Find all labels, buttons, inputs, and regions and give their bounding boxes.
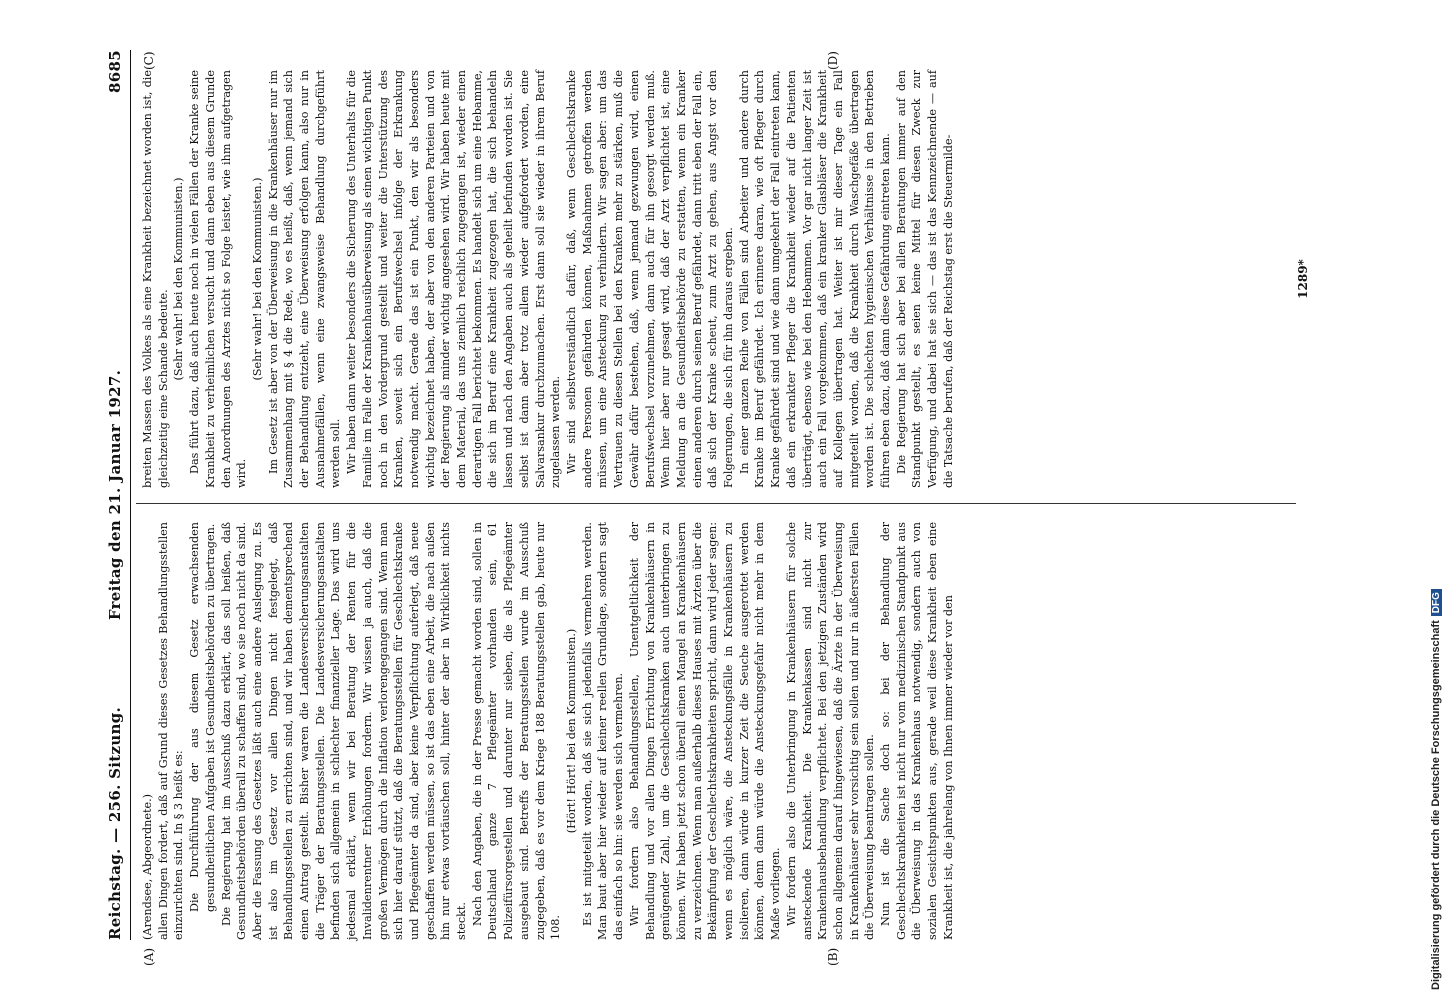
paragraph: Nach den Angaben, die in der Presse gemacht worden sind, sollen in Deutschland ganze 7 Pflegeämter vorhanden sein, 61 Polizeifürsorgestellen und darunter nur sieben, die als Pflegeämter ausgebaut sind. Betreffs der Beratungsstellen wurde im Ausschuß zugegeben, daß es vor dem Kriege 188 Beratungsstellen gab, heute nur 108. xyxy=(470,522,563,940)
digitization-credit xyxy=(1430,10,1448,990)
paragraph: Die Durchführung der aus diesem Gesetz erwachsenden gesundheitlichen Aufgaben ist Gesundheitsbehörden zu übertragen. xyxy=(188,522,217,912)
header-date: Freitag den 21. Januar 1927. xyxy=(106,369,124,621)
interjection: (Hört! Hört! bei den Kommunisten.) xyxy=(564,628,578,834)
text-column-left xyxy=(140,522,1290,940)
interjection: (Sehr wahr! bei den Kommunisten.) xyxy=(172,177,186,381)
digitization-sidebar xyxy=(1414,10,1442,990)
paragraph: Es ist mitgeteilt worden, daß sie sich jedenfalls vermehren werden. Man baut aber hier wieder auf keiner reellen Grundlage, sondern sagt das einfach so hin: sie werden sich vermehren. xyxy=(580,522,626,940)
paragraph: breiten Massen des Volkes als eine Krankheit bezeichnet worden ist, die gleichzeitig eine Schande bedeute. xyxy=(141,70,170,488)
paragraph: Nun ist die Sache doch so: bei der Behandlung der Geschlechtskrankheiten ist nicht nur vom medizinischen Standpunkt aus die Überweisung in das Krankenhaus notwendig, sondern auch von sozialen Gesichtspunkten aus, gerade weil diese Krankheit eben eine Krankheit ist, die jahrelang von Ihnen immer wieder vor den xyxy=(879,522,955,940)
margin-marker-a: (A) xyxy=(142,947,156,966)
document-page xyxy=(106,50,1396,966)
digitization-credit-text: Digitalisierung gefördert durch die Deutsche Forschungsgemeinschaft xyxy=(1430,620,1442,990)
column-divider xyxy=(136,503,1296,504)
page-footer-signature: 1289* xyxy=(1296,259,1310,299)
paragraph: Die Regierung hat sich aber bei allen Beratungen immer auf den Standpunkt gestellt, es seien keine Mittel für diesen Zweck zur Verfügung, und dabei hat sie sich — das ist das Kennzeichnende — auf die Tatsache berufen, daß der Reichstag erst die Steuermilde- xyxy=(894,70,955,488)
paragraph: (Arendsee, Abgeordnete.) xyxy=(141,793,154,940)
dfg-logo: DFG xyxy=(1431,589,1442,616)
margin-marker-c: (C) xyxy=(142,51,156,70)
paragraph: Wir fordern also Behandlungsstellen, Unentgeltlichkeit der Behandlung und vor allen Dingen Errichtung von Krankenhäusern in genügender Zahl, um die Geschlechtskranken auch unterbringen zu können. Wir haben jetzt schon überall einen Mangel an Krankenhäusern zu verzeichnen. Wenn man außerhalb dieses Hauses mit Ärzten über die Bekämpfung der Geschlechtskrankheiten spricht, dann wird jeder sagen: wenn es möglich wäre, die Ansteckungsfälle in Krankenhäusern zu isolieren, dann würde in kurzer Zeit die Seuche ausgerottet werden können, denn dann würde die Ansteckungsgefahr nicht mehr in dem Maße vorliegen. xyxy=(627,522,783,940)
header-page-number: 8685 xyxy=(106,50,124,93)
paragraph: Wir sind selbstverständlich dafür, daß, wenn Geschlechtskranke andere Personen gefährden können, Maßnahmen getroffen werden müssen, um eine Ansteckung zu verhindern. Wir sagen aber: um das Vertrauen zu diesen Stellen bei den Kranken mehr zu stärken, muß die Gewähr dafür bestehen, daß, wenn jemand gezwungen wird, einen Berufswechsel vorzunehmen, dann auch für ihn gesorgt werden muß. Wenn hier aber nur gesagt wird, daß der Arzt verpflichtet ist, eine Meldung an die Gesundheitsbehörde zu erstatten, wenn ein Kranker einen anderen durch seinen Beruf gefährdet, dann tritt eben der Fall ein, daß sich der Kranke scheut, zum Arzt zu gehen, aus Angst vor den Folgerungen, die sich für ihn daraus ergeben. xyxy=(564,70,736,488)
margin-marker-b: (B) xyxy=(826,947,840,966)
paragraph: Im Gesetz ist aber von der Überweisung in die Krankenhäuser nur im Zusammenhang mit § 4 die Rede, wo es heißt, daß, wenn jemand sich der Behandlung entzieht, eine Überweisung erfolgen kann, also nur in Ausnahmefällen, wenn eine zwangsweise Behandlung durchgeführt werden soll. xyxy=(266,70,343,488)
paragraph: Die Regierung hat im Ausschuß dazu erklärt, das soll heißen, daß Gesundheitsbehörden überall zu schaffen sind, wo sie noch nicht da sind. Aber die Fassung des Gesetzes läßt auch eine andere Auslegung zu. Es ist also im Gesetz vor allen Dingen nicht festgelegt, daß Behandlungsstellen zu errichten sind, und wir haben dementsprechend einen Antrag gestellt. Bisher waren die Landesversicherungsanstalten die Träger der Beratungsstellen. Die Landesversicherungsanstalten befinden sich allgemein in schlechter finanzieller Lage. Das wird uns jedesmal erklärt, wenn wir bei Beratung der Renten für die Invalidenrentner Erhöhungen fordern. Wir wissen ja auch, daß die großen Vermögen durch die Inflation verlorengegangen sind. Wenn man sich hier darauf stützt, daß die Beratungsstellen für Geschlechtskranke und Pflegeämter da sind, aber keine Verpflichtung auferlegt, daß neue geschaffen werden müssen, so ist das eben eine Arbeit, die nach außen hin nur etwas vortäuschen soll, hinter der aber in Wirklichkeit nichts steckt. xyxy=(219,522,469,940)
paragraph: Wir haben dann weiter besonders die Sicherung des Unterhalts für die Familie im Falle der Krankenhausüberweisung als einen wichtigen Punkt noch in den Vordergrund gestellt und weiter die Unterstützung des Kranken, soweit sich ein Berufswechsel infolge der Erkrankung notwendig macht. Gerade das ist ein Punkt, den wir als besonders wichtig bezeichnet haben, der aber von den anderen Parteien und von der Regierung als minder wichtig angesehen wird. Wir haben heute mit dem Material, das uns ziemlich reichlich zugegangen ist, wieder einen derartigen Fall berichtet bekommen. Es handelt sich um eine Hebamme, die sich im Beruf eine Krankheit zugezogen hat, die sich behandeln lassen und nach den Angaben auch als geheilt befunden worden ist. Sie selbst ist dann aber trotz allem wieder aufgefordert worden, eine Salvarsankur durchzumachen. Erst dann soll sie wieder in ihrem Beruf zugelassen werden. xyxy=(345,70,563,488)
paragraph: Das führt dazu, daß auch heute noch in vielen Fällen der Kranke seine Krankheit zu verheimlichen versucht und dann eben aus diesem Grunde den Anordnungen des Arztes nicht so Folge leistet, wie ihm aufgetragen wird. xyxy=(188,70,249,488)
text-column-right xyxy=(140,70,1290,488)
margin-marker-d: (D) xyxy=(826,51,840,70)
interjection: (Sehr wahr! bei den Kommunisten.) xyxy=(250,177,264,381)
paragraph: Wir fordern also die Unterbringung in Krankenhäusern für solche ansteckende Krankheit. Die Krankenkassen sind nicht zur Krankenhausbehandlung verpflichtet. Bei den jetzigen Zuständen wird schon allgemein darauf hingewiesen, daß die Ärzte in der Überweisung in Krankenhäuser sehr vorsichtig sein sollen und nur in äußersten Fällen die Überweisung beantragen sollen. xyxy=(784,522,877,940)
page-header xyxy=(106,50,131,940)
paragraph: In einer ganzen Reihe von Fällen sind Arbeiter und andere durch Kranke im Beruf gefährdet. Ich erinnere daran, wie oft Pfleger durch Kranke gefährdet sind und wie dann umgekehrt der Fall eintreten kann, daß ein erkrankter Pfleger die Krankheit wieder auf die Patienten überträgt, ebenso wie bei den Hebammen. Vor gar nicht langer Zeit ist auch ein Fall vorgekommen, daß ein kranker Glasbläser die Krankheit auf Kollegen übertragen hat. Weiter ist mir dieser Tage ein Fall mitgeteilt worden, daß die Krankheit durch Waschgefäße übertragen worden ist. Die schlechten hygienischen Verhältnisse in den Betrieben führen eben dazu, daß dann diese Gefährdung eintreten kann. xyxy=(737,70,893,488)
paragraph: allen Dingen fordert, daß auf Grund dieses Gesetzes Behandlungsstellen einzurichten sind. In § 3 heißt es: xyxy=(156,522,186,940)
header-session: Reichstag. — 256. Sitzung. xyxy=(106,706,124,940)
